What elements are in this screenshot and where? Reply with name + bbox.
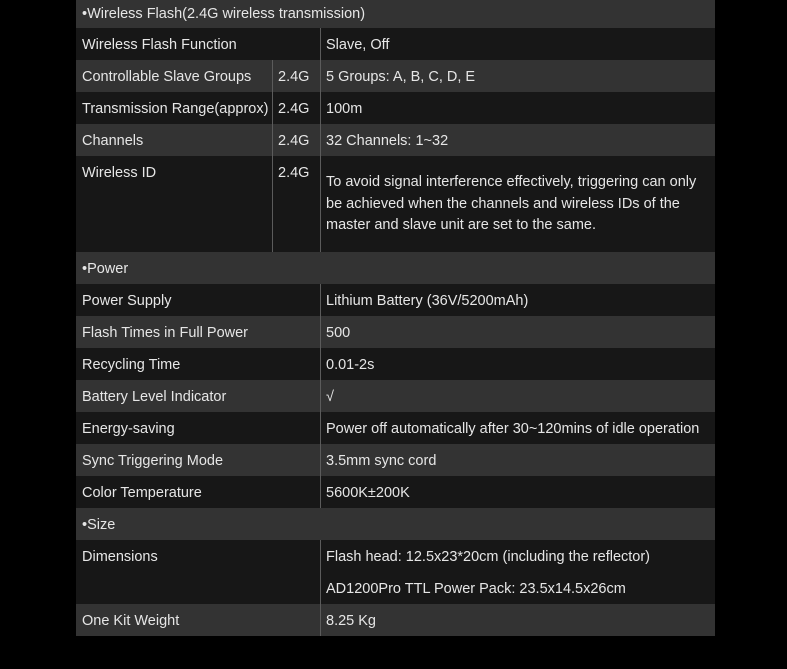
column-divider xyxy=(320,284,321,508)
spec-label: Flash Times in Full Power xyxy=(82,325,248,341)
section-header-wireless xyxy=(76,0,715,28)
spec-row-battery-indicator xyxy=(76,380,715,412)
spec-value: 5 Groups: A, B, C, D, E xyxy=(326,69,476,85)
spec-row-kit-weight xyxy=(76,604,715,636)
spec-row-wireless-id xyxy=(76,156,715,252)
spec-row-power-supply xyxy=(76,284,715,316)
spec-label: Channels xyxy=(82,133,144,149)
spec-value: Lithium Battery (36V/5200mAh) xyxy=(326,293,529,309)
spec-label: Dimensions xyxy=(82,549,158,565)
spec-row-wireless-function xyxy=(76,28,715,60)
spec-value: Slave, Off xyxy=(326,37,390,53)
spec-label: Sync Triggering Mode xyxy=(82,453,224,469)
spec-row-dimensions xyxy=(76,540,715,604)
column-divider xyxy=(320,28,321,252)
column-divider xyxy=(320,540,321,636)
spec-label: Wireless Flash Function xyxy=(82,37,237,53)
section-title-wireless: •Wireless Flash(2.4G wireless transmission) xyxy=(82,6,366,22)
spec-value-secondary: AD1200Pro TTL Power Pack: 23.5x14.5x26cm xyxy=(326,581,626,597)
section-title-power: •Power xyxy=(82,261,129,277)
section-header-size xyxy=(76,508,715,540)
spec-value: 0.01-2s xyxy=(326,357,375,373)
spec-value: Power off automatically after 30~120mins of idle operation xyxy=(326,421,700,437)
spec-value: 3.5mm sync cord xyxy=(326,453,437,469)
spec-value: 32 Channels: 1~32 xyxy=(326,133,449,149)
spec-band: 2.4G xyxy=(278,165,310,181)
spec-value: √ xyxy=(326,389,334,405)
spec-value: Flash head: 12.5x23*20cm (including the reflector) xyxy=(326,549,651,565)
spec-row-color-temp xyxy=(76,476,715,508)
spec-row-slave-groups xyxy=(76,60,715,92)
spec-label: Battery Level Indicator xyxy=(82,389,227,405)
spec-row-range xyxy=(76,92,715,124)
spec-table xyxy=(76,0,715,636)
spec-label: Recycling Time xyxy=(82,357,181,373)
section-title-size: •Size xyxy=(82,517,116,533)
spec-band: 2.4G xyxy=(278,101,310,117)
spec-row-channels xyxy=(76,124,715,156)
spec-value: To avoid signal interference effectively, triggering can only be achieved when the channels and wireless IDs of the master and slave unit are set to the same. xyxy=(326,174,697,233)
spec-value: 100m xyxy=(326,101,363,117)
spec-label: Energy-saving xyxy=(82,421,175,437)
spec-label: One Kit Weight xyxy=(82,613,180,629)
spec-row-flash-times xyxy=(76,316,715,348)
spec-label: Wireless ID xyxy=(82,165,157,181)
band-divider xyxy=(272,60,273,252)
spec-value: 5600K±200K xyxy=(326,485,410,501)
spec-label: Power Supply xyxy=(82,293,172,309)
spec-row-energy-saving xyxy=(76,412,715,444)
spec-label: Color Temperature xyxy=(82,485,202,501)
spec-band: 2.4G xyxy=(278,69,310,85)
spec-value: 8.25 Kg xyxy=(326,613,376,629)
spec-value: 500 xyxy=(326,325,351,341)
spec-row-recycling xyxy=(76,348,715,380)
spec-row-sync-mode xyxy=(76,444,715,476)
spec-label: Controllable Slave Groups xyxy=(82,69,252,85)
section-header-power xyxy=(76,252,715,284)
spec-label: Transmission Range(approx) xyxy=(82,101,269,117)
spec-band: 2.4G xyxy=(278,133,310,149)
